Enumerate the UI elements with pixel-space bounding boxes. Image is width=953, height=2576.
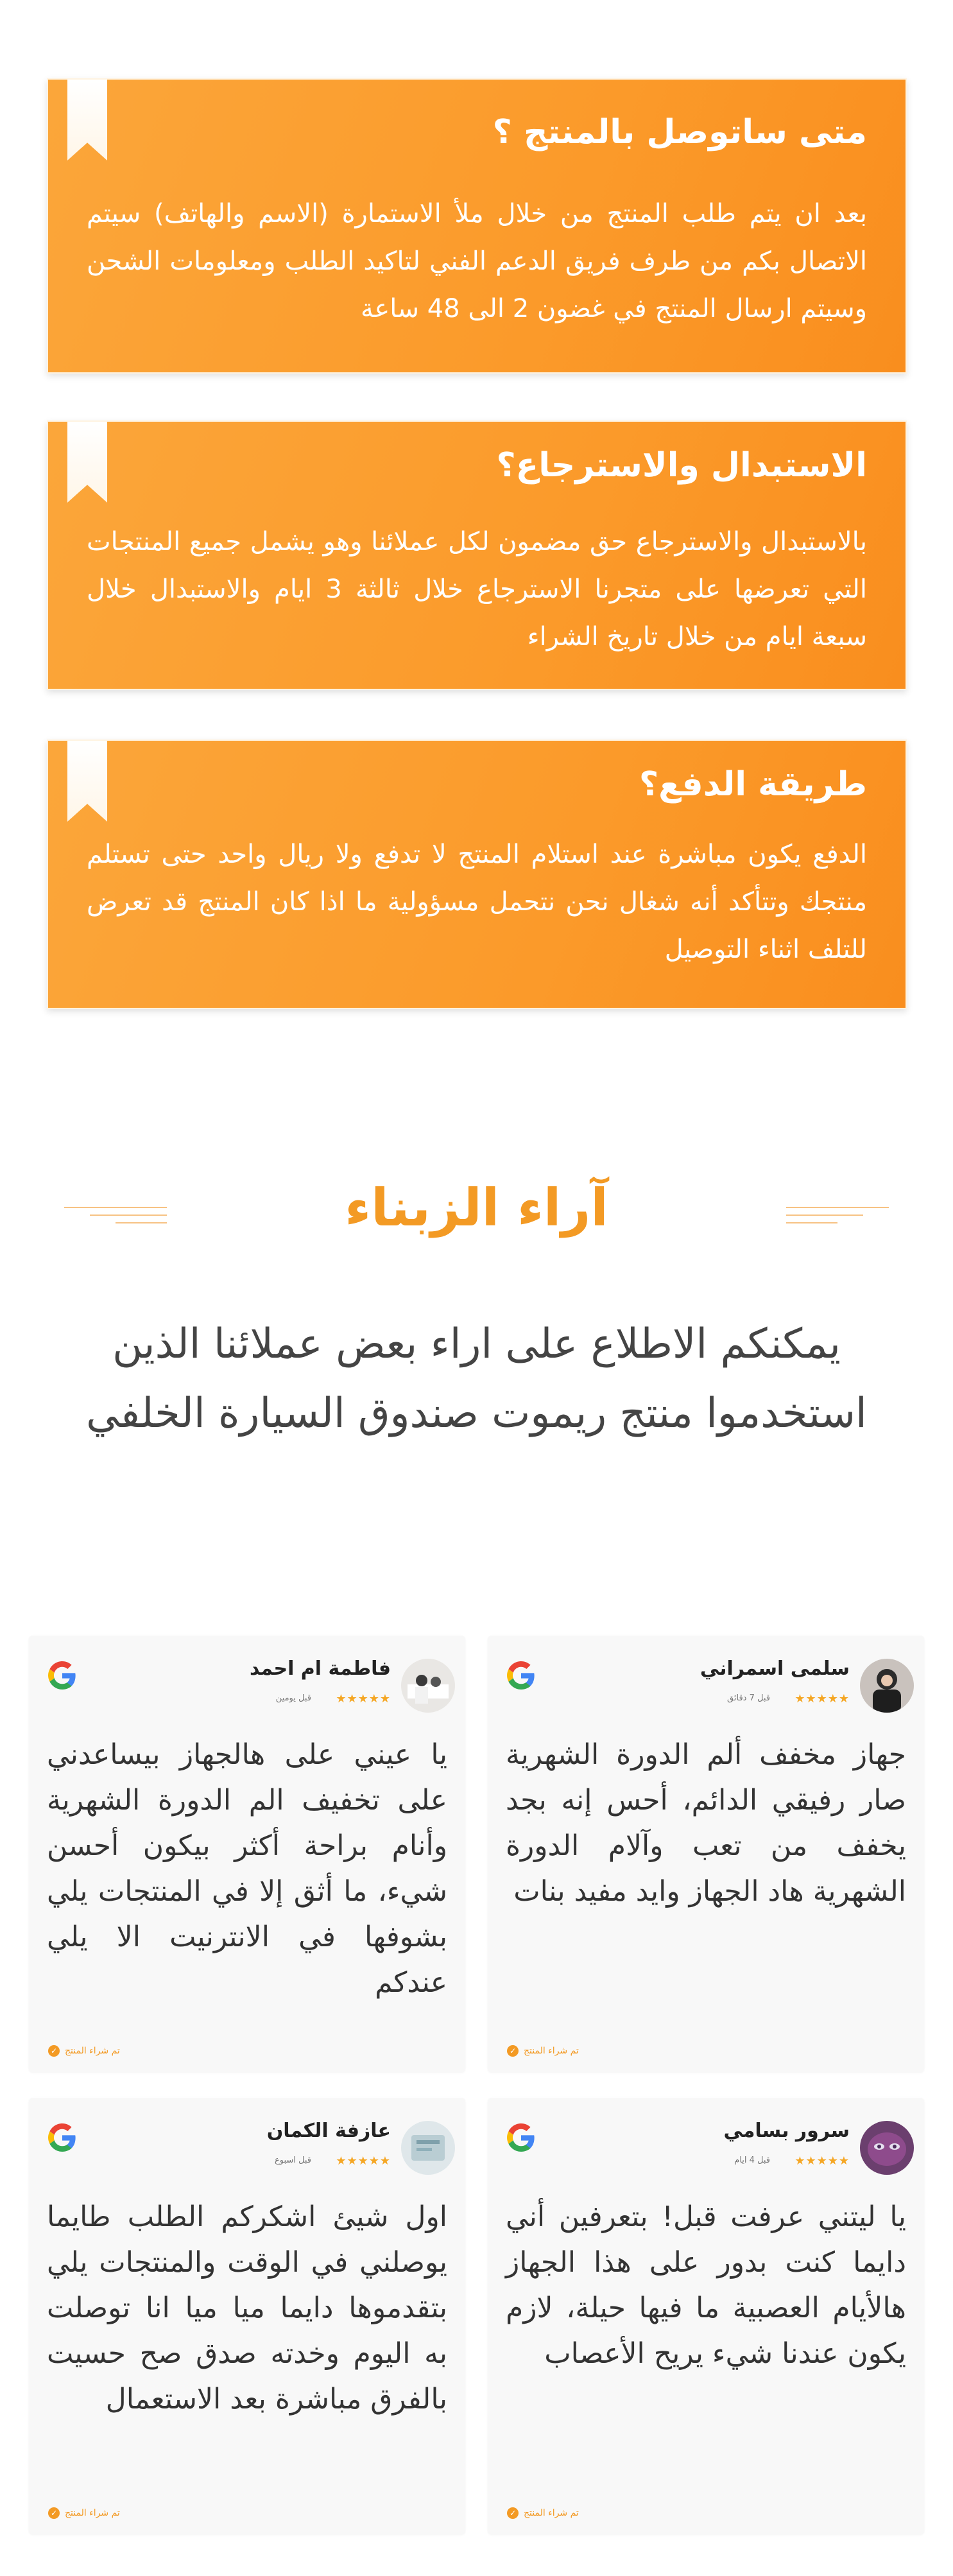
reviewer-name: سلمى اسمراني (700, 1657, 850, 1680)
faq-card-returns (47, 420, 907, 690)
review-time: قبل يومين (275, 1693, 311, 1703)
bookmark-ribbon-icon (67, 80, 107, 160)
review-text: يا ليتني عرفت قبل! بتعرفين أني دايما كنت بدور على هذا الجهاز هالأيام العصبية ما فيها حيلة، لازم يكون عندنا شيء يريح الأعصاب (506, 2200, 906, 2370)
check-icon: ✓ (48, 2045, 60, 2057)
decorative-lines-right (786, 1207, 889, 1232)
check-icon: ✓ (507, 2045, 519, 2057)
google-icon (48, 2123, 76, 2152)
review-card (488, 1636, 924, 2072)
faq-body: بالاستبدال والاسترجاع حق مضمون لكل عملائنا وهو يشمل جميع المنتجات التي تعرضها على متجرنا الاسترجاع خلال ثالثة 3 ايام والاستبدال خلال سبعة ايام من خلال تاريخ الشراء (87, 527, 867, 652)
bookmark-ribbon-icon (67, 422, 107, 503)
avatar (860, 1659, 914, 1713)
rating-stars-icon: ★★★★★ (336, 2154, 391, 2168)
review-time: قبل 4 ايام (734, 2156, 770, 2165)
review-card (488, 2098, 924, 2534)
avatar (401, 2121, 455, 2175)
faq-title: متى ساتوصل بالمنتج ؟ (492, 113, 867, 151)
faq-card-payment (47, 739, 907, 1009)
bookmark-ribbon-icon (67, 741, 107, 822)
rating-stars-icon: ★★★★★ (794, 1692, 850, 1706)
reviews-section-title: آراء الزبناء (345, 1178, 608, 1238)
google-icon (507, 1661, 535, 1690)
faq-body: بعد ان يتم طلب المنتج من خلال ملأ الاستمارة (الاسم والهاتف) سيتم الاتصال بكم من طرف فريق الدعم الفني لتاكيد الطلب ومعلومات الشحن وسيتم ارسال المنتج في غضون 2 الى 48 ساعة (87, 199, 867, 324)
review-text: اول شيئ اشكركم الطلب طايما يوصلني في الوقت والمنتجات يلي بتقدموها دايما ميا ميا انا توصلت به اليوم وخدته صدق صح حسيت بالفرق مباشرة بعد الاستعمال (47, 2200, 447, 2416)
verified-purchase (48, 2507, 120, 2519)
verified-label: تم شراء المنتج (524, 2508, 579, 2518)
faq-body: الدفع يكون مباشرة عند استلام المنتج لا تدفع ولا ريال واحد حتى تستلم منتجك وتتأكد أنه شغال نحن نتحمل مسؤولية ما اذا كان المنتج قد تعرض للتلف اثناء التوصيل (87, 840, 867, 964)
avatar (401, 1659, 455, 1713)
faq-title: الاستبدال والاسترجاع؟ (496, 446, 867, 485)
review-card (29, 2098, 465, 2534)
avatar (860, 2121, 914, 2175)
google-icon (507, 2123, 535, 2152)
review-time: قبل اسبوع (274, 2156, 311, 2165)
rating-stars-icon: ★★★★★ (336, 1692, 391, 1706)
reviews-section-subtitle: يمكنكم الاطلاع على اراء بعض عملائنا الذين استخدموا منتج ريموت صندوق السيارة الخلفي (86, 1320, 867, 1437)
faq-card-delivery (47, 78, 907, 374)
rating-stars-icon: ★★★★★ (794, 2154, 850, 2168)
review-time: قبل 7 دقائق (727, 1693, 770, 1703)
check-icon: ✓ (48, 2507, 60, 2519)
reviewer-name: سرور بسامي (723, 2120, 850, 2142)
review-text: جهاز مخفف ألم الدورة الشهرية صار رفيقي الدائم، أحس إنه بجد يخفف من تعب وآلام الدورة الشهرية هاد الجهاز وايد مفيد بنات (506, 1738, 906, 1908)
verified-purchase (507, 2507, 579, 2519)
reviewer-name: فاطمة ام احمد (250, 1657, 391, 1680)
verified-purchase (48, 2045, 120, 2057)
google-icon (48, 1661, 76, 1690)
review-text: يا عيني على هالجهاز بيساعدني على تخفيف الم الدورة الشهرية وأنام براحة أكثر بيكون أحسن شيء، ما أثق إلا في المنتجات يلي بشوفها في الانترنيت الا يلي عندكم (47, 1738, 447, 1999)
verified-label: تم شراء المنتج (65, 2508, 120, 2518)
review-card (29, 1636, 465, 2072)
check-icon: ✓ (507, 2507, 519, 2519)
faq-title: طريقة الدفع؟ (639, 765, 867, 804)
reviewer-name: عازفة الكمان (266, 2120, 391, 2142)
verified-purchase (507, 2045, 579, 2057)
verified-label: تم شراء المنتج (65, 2046, 120, 2056)
verified-label: تم شراء المنتج (524, 2046, 579, 2056)
